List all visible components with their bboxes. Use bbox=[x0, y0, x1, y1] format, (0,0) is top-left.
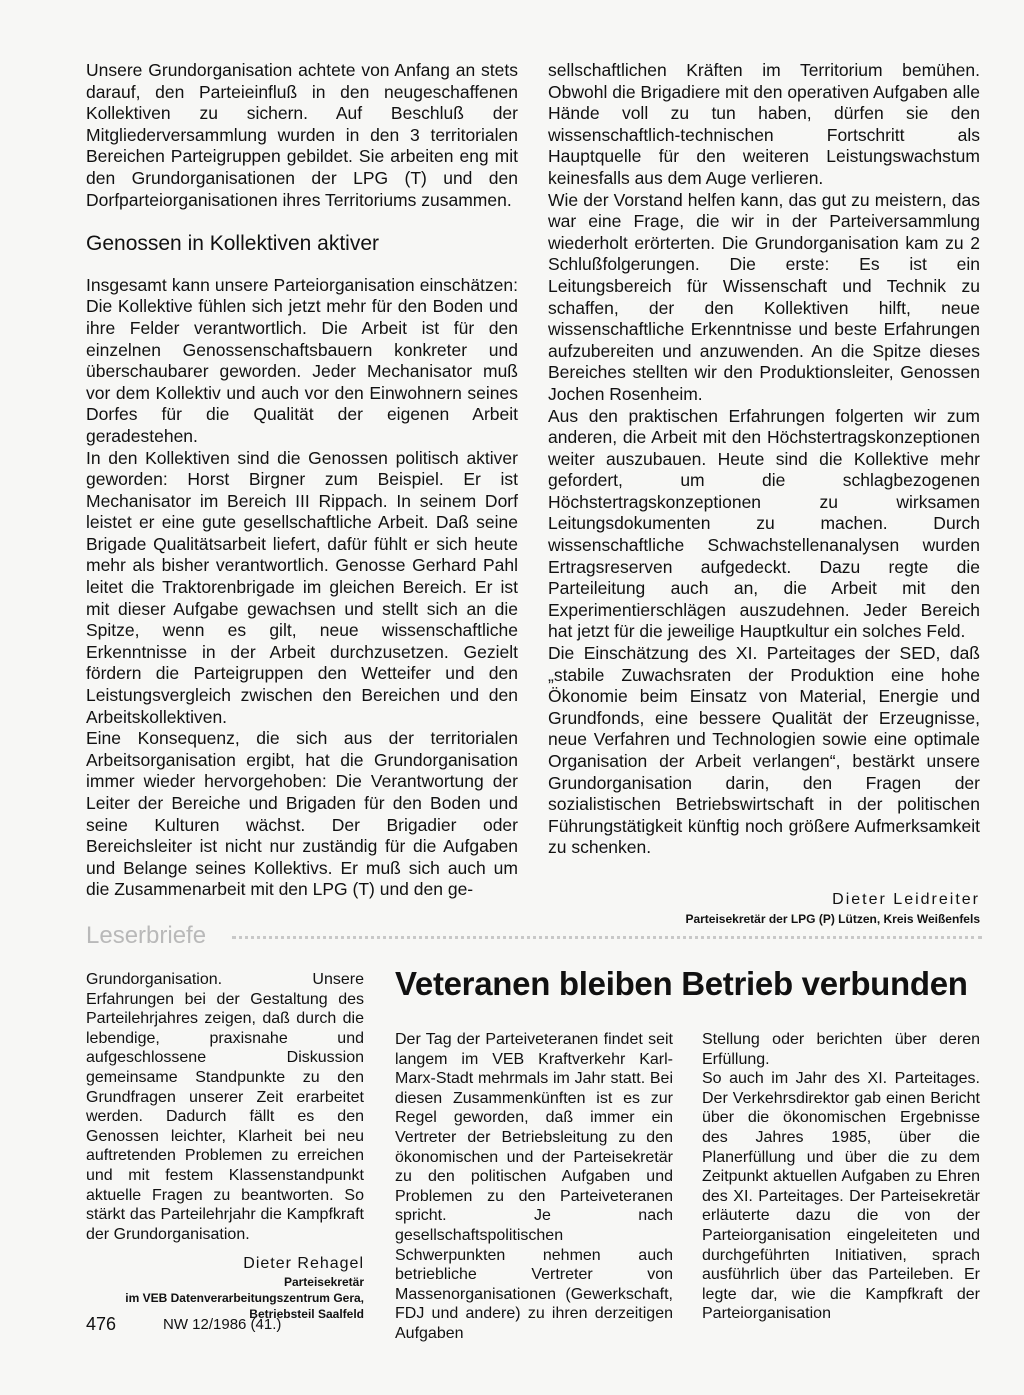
paragraph: Aus den praktischen Erfahrungen folgerten wir zum anderen, die Arbeit mit den Höchstertragskonzeptionen weiter auszubauen. Heute sind die Kollektive mehr gefordert, um die schlagbezogenen Höchstertragskonzeptionen zu wirksamen Leitungsdokumenten zu machen. Durch wissenschaftliche Schwachstellenanalysen wurden Ertragsreserven aufgedeckt. Dazu regte die Parteileitung auch an, die Arbeit mit den Experimentierschlägen auszudehnen. Jeder Bereich hat jetzt für die jeweilige Hauptkultur ein solches Feld. bbox=[548, 405, 980, 642]
paragraph: sellschaftlichen Kräften im Territorium bemühen. Obwohl die Brigadiere mit den operativen Aufgaben alle Hände voll zu tun haben, dürfen sie den wissenschaftlich-technischen Fortschritt als Hauptquelle für den weiteren Leistungswachstum keinesfalls aus dem Auge verlieren. bbox=[548, 60, 980, 188]
author-name: Dieter Rehagel bbox=[243, 1255, 364, 1273]
paragraph: Eine Konsequenz, die sich aus der territorialen Arbeitsorganisation ergibt, hat die Grundorganisation immer wieder hervorgehoben: Die Verantwortung der Leiter der Bereiche und Brigaden für den Boden und seine Kulturen wächst. Der Brigadier oder Bereichsleiter ist nicht nur zuständig für die Aufgaben und Belange seines Kollektivs. Er muß sich auch um die Zusammenarbeit mit den LPG (T) und den ge- bbox=[86, 728, 518, 900]
author-role-line: Betriebsteil Saalfeld bbox=[249, 1306, 364, 1321]
section-divider bbox=[232, 936, 982, 939]
author-role-line: im VEB Datenverarbeitungszentrum Gera, bbox=[125, 1290, 364, 1305]
letter-rehagel bbox=[86, 970, 364, 1322]
letter-text: Grundorganisation. Unsere Erfahrungen bei der Gestaltung des Parteilehrjahres zeigen, daß durch die lebendige, praxisnahe und aufgeschlossene Diskussion gemeinsame Standpunkte zu den Grundfragen unserer Zeit erarbeitet werden. Dadurch fällt es den Genossen leichter, Klarheit bei neu auftretenden Problemen zu erreichen und mit festem Klassenstandpunkt aktuelle Fragen zu beantworten. So stärkt das Parteilehrjahr die Kampfkraft der Grundorganisation. bbox=[86, 971, 364, 1243]
author-role: Parteisekretär der LPG (P) Lützen, Kreis Weißenfels bbox=[685, 911, 980, 926]
issue-info: NW 12/1986 (41.) bbox=[163, 1316, 282, 1333]
section-heading: Genossen in Kollektiven aktiver bbox=[86, 232, 379, 256]
author-name: Dieter Leidreiter bbox=[832, 890, 980, 908]
letter-veteranen-col2 bbox=[702, 1030, 980, 1324]
author-role-line: Parteisekretär bbox=[283, 1274, 364, 1289]
page-number: 476 bbox=[86, 1314, 117, 1334]
paragraph: So auch im Jahr des XI. Parteitages. Der Verkehrsdirektor gab einen Bericht über die ökonomischen Ergebnisse des Jahres 1985, über die Planerfüllung und über die zu dem Zeitpunkt aktuellen Aufgaben zu Ehren des XI. Parteitages. Der Parteisekretär erläuterte dazu die von der Parteiorganisation eingeleiteten und durchgeführten Initiativen, sprach ausführlich über das Parteileben. Er legte dar, wie die Kampfkraft der Parteiorganisation bbox=[702, 1070, 980, 1323]
letter-veteranen-col1 bbox=[395, 1030, 673, 1344]
article-right-column bbox=[548, 60, 980, 927]
article-signature bbox=[548, 889, 980, 927]
article-left-column bbox=[86, 60, 518, 901]
paragraph: Insgesamt kann unsere Parteiorganisation einschätzen: Die Kollektive fühlen sich jetzt mehr für den Boden und ihre Felder verantwortlich. Die Arbeit ist für den einzelnen Genossenschaftsbauern konkreter und überschaubarer geworden. Jeder Mechanisator muß vor dem Kollektiv und auch vor den Einwohnern seines Dorfes für die Qualität der eigenen Arbeit geradestehen. bbox=[86, 274, 518, 446]
paragraph: Der Tag der Parteiveteranen findet seit langem im VEB Kraftverkehr Karl-Marx-Stadt mehrmals im Jahr statt. Bei diesen Zusammenkünften ist es zur Regel geworden, daß immer ein Vertreter der Betriebsleitung zu den ökonomischen und der Parteisekretär zu den politischen Aufgaben und Problemen zu den Parteiveteranen spricht. Je nach gesellschaftspolitischen Schwerpunkten nehmen auch betriebliche Vertreter von Massenorganisationen (Gewerkschaft, FDJ und andere) zu ihren derzeitigen Aufgaben bbox=[395, 1031, 673, 1342]
paragraph: Die Einschätzung des XI. Parteitages der SED, daß „stabile Zuwachsraten der Produktion eine hohe Ökonomie beim Einsatz von Material, Energie und Grundfonds, eine bessere Qualität der Erzeugnisse, neue Verfahren und Technologien sowie eine optimale Organisation der Arbeit verlangen“, bestärkt unsere Grundorganisation darin, den Fragen der sozialistischen Betriebswirtschaft in der politischen Führungstätigkeit künftig noch größere Aufmerksamkeit zu schenken. bbox=[548, 643, 980, 858]
paragraph: In den Kollektiven sind die Genossen politisch aktiver geworden: Horst Birgner zum Beispiel. Er ist Mechanisator im Bereich III Rippach. In seinem Dorf leistet er eine gute gesellschaftliche Arbeit. Daß seine Brigade Qualitätsarbeit liefert, dafür fühlt er sich heute mehr als bisher verantwortlich. Genosse Gerhard Pahl leitet die Traktorenbrigade im gleichen Bereich. Er ist mit dieser Aufgabe gewachsen und stellt sich an die Spitze, wenn es gilt, neue wissenschaftliche Erkenntnisse in der Arbeit durchzusetzen. Gezielt fördern die Parteigruppen den Wetteifer und den Leistungsvergleich zwischen den Bereichen und den Arbeitskollektiven. bbox=[86, 447, 518, 727]
paragraph: Unsere Grundorganisation achtete von Anfang an stets darauf, den Parteieinfluß in den neugeschaffenen Kollektiven zu sichern. Auf Beschluß der Mitgliederversammlung wurden in den 3 territorialen Bereichen Parteigruppen gebildet. Sie arbeiten eng mit den Grundorganisationen der LPG (T) und den Dorfparteiorganisationen ihres Territoriums zusammen. bbox=[86, 60, 518, 210]
paragraph: Stellung oder berichten über deren Erfüllung. bbox=[702, 1031, 980, 1068]
section-label: Leserbriefe bbox=[86, 922, 207, 949]
letter-headline: Veteranen bleiben Betrieb verbunden bbox=[395, 965, 968, 1002]
letter-signature bbox=[86, 1254, 364, 1322]
paragraph: Wie der Vorstand helfen kann, das gut zu meistern, das war eine Frage, die wir in der Parteiversammlung wiederholt erörterten. Die Grundorganisation kam zu 2 Schlußfolgerungen. Die erste: Es ist ein Leitungsbereich für Wissenschaft und Technik zu schaffen, der den Kollektiven hilft, neue wissenschaftliche Erkenntnisse und beste Erfahrungen aufzubereiten und anzuwenden. An die Spitze dieses Bereiches stellten wir den Produktionsleiter, Genossen Jochen Rosenheim. bbox=[548, 189, 980, 404]
